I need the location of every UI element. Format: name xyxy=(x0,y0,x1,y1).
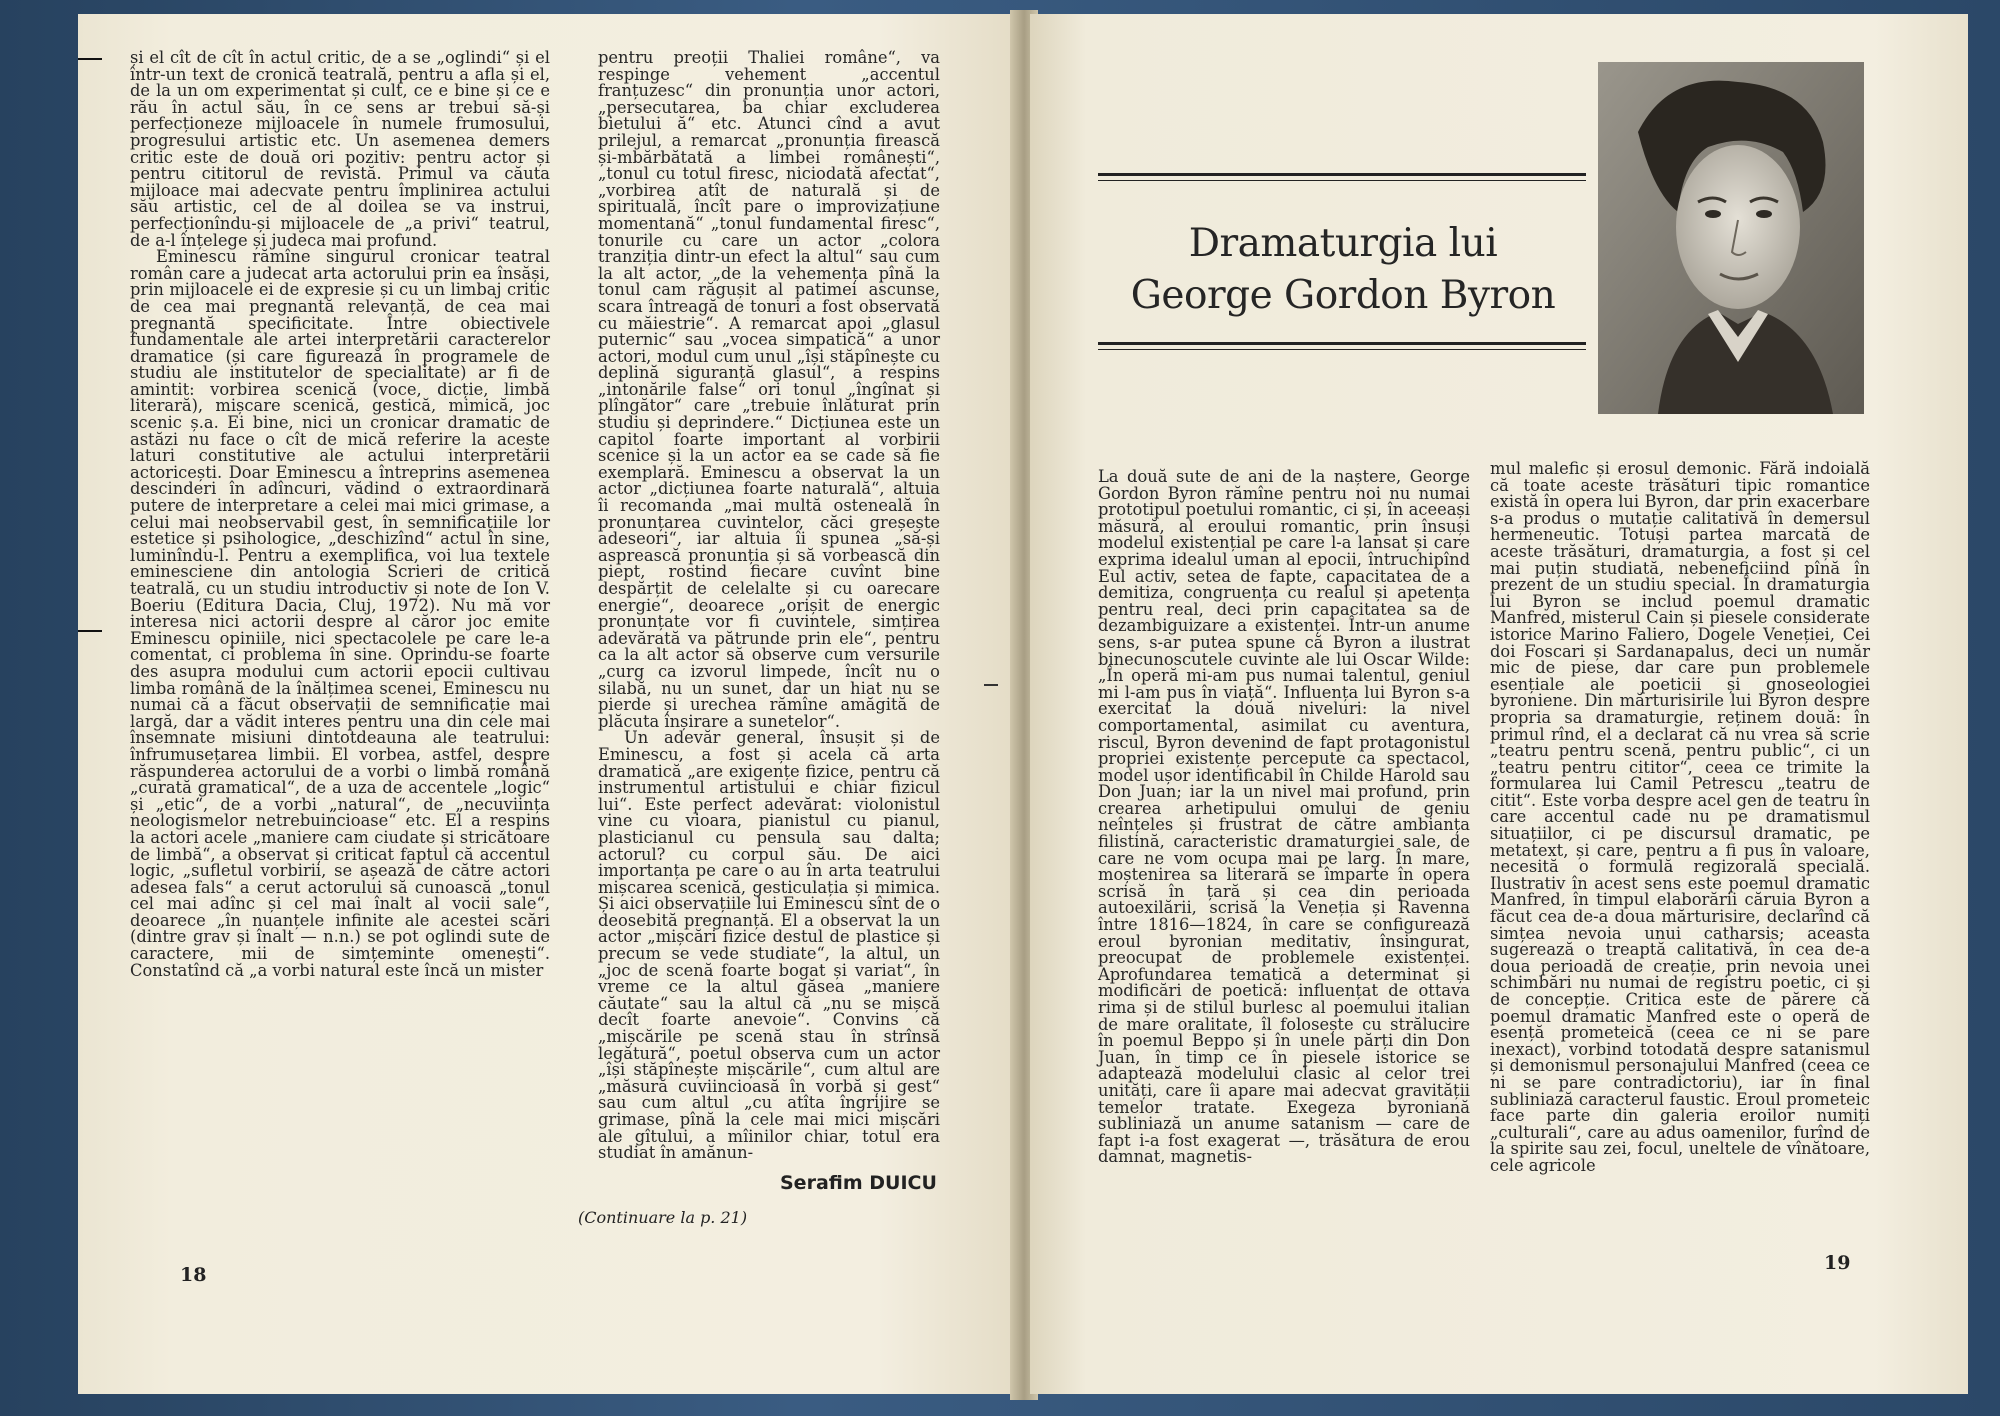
title-line-1: Dramaturgia lui xyxy=(1188,221,1498,266)
author-signature: Serafim DUICU xyxy=(780,1172,937,1194)
page-number-right: 19 xyxy=(1824,1252,1851,1274)
title-rule-bottom xyxy=(1098,342,1586,345)
title-rule-top xyxy=(1098,173,1586,176)
title-rule-top-thin xyxy=(1098,180,1586,181)
left-column-1 xyxy=(130,50,550,979)
title-line-2: George Gordon Byron xyxy=(1130,273,1556,318)
left-column-2 xyxy=(598,50,940,1162)
byron-portrait-icon xyxy=(1598,62,1864,414)
right-column-1 xyxy=(1098,469,1470,1166)
paragraph: Un adevăr general, însușit și de Eminescu, a fost și acela că arta dramatică „are exigențe fizice, pentru că instrumentul artistului e chiar fizicul lui“. Este perfect adevărat: violonistul vine cu vioara, pianistul cu pianul, plasticianul cu pensula sau dalta; actorul? cu corpul său. De aici importanța pe care o au în arta teatrului mișcarea scenică, gesticulația și mimica. Și aici observațiile lui Eminescu sînt de o deosebită pregnanță. El a observat la un actor „mișcări fizice destul de plastice și precum se vede studiate“, la altul, un „joc de scenă foarte bogat și variat“, în vreme ce la altul găsea „maniere căutate“ sau la altul că „nu se mișcă decît foarte anevoie“. Convins că „mișcările pe scenă stau în strînsă legătură“, poetul observa cum un actor „își stăpînește mișcările“, cum altul are „măsură cuviincioasă în vorbă și gest“ sau cum altul „cu atîta îngrijire se grimase, pînă la cele mai mici mișcări ale gîtului, a mîinilor chiar, totul era studiat în amănun- xyxy=(598,728,940,1163)
margin-mark xyxy=(984,684,998,686)
title-rule-bottom-thin xyxy=(1098,349,1586,350)
paragraph: mul malefic și erosul demonic. Fără indoială că toate aceste trăsături tipic romantice există în opera lui Byron, dar prin exacerbare s-a produs o mutație calitativă în demersul hermeneutic. Totuși partea marcată de aceste trăsături, dramaturgia, a fost și cel mai puțin studiată, nebeneficiind pînă în prezent de un studiu special. În dramaturgia lui Byron se includ poemul dramatic Manfred, misterul Cain și piesele considerate istorice Marino Faliero, Dogele Veneției, Cei doi Foscari și Sardanapalus, deci un număr mic de piese, dar care pun problemele esențiale ale poeticii și gnoseologiei byroniene. Din mărturisirile lui Byron despre propria sa dramaturgie, reținem două: în primul rînd, el a declarat că nu vrea să scrie „teatru pentru scenă, pentru public“, ci un „teatru pentru cititor“, ceea ce trimite la formularea lui Camil Petrescu „teatru de citit“. Este vorba despre acel gen de teatru în care accentul cade nu pe dramatismul situațiilor, ci pe discursul dramatic, pe metatext, și care, pentru a fi pus în valoare, necesită o formulă regizorală specială. Ilustrativ în acest sens este poemul dramatic Manfred, în timpul elaborării căruia Byron a făcut cea de-a doua mărturisire, declarînd că simțea nevoia unui catharsis; aceasta sugerează o treaptă calitativă, în cea de-a doua perioadă de creație, prin nevoia unei schimbări nu numai de registru poetic, ci și de concepție. Critica este de părere că poemul dramatic Manfred este o operă de esență prometeică (ceea ce ni se pare inexact), vorbind totodată despre satanismul și demonismul personajului Manfred (ceea ce ni se pare contradictoriu), iar în final subliniază caracterul faustic. Eroul prometeic face parte din galeria eroilor numiți „culturali“, care au adus oamenilor, furînd de la spirite sau zei, focul, uneltele de vînătoare, cele agricole xyxy=(1490,459,1870,1175)
continuation-note: (Continuare la p. 21) xyxy=(578,1208,748,1227)
margin-mark xyxy=(78,630,102,632)
paragraph: La două sute de ani de la naștere, George Gordon Byron rămîne pentru noi nu numai prototipul poetului romantic, ci și, în aceeași măsură, al eroului romantic, prin însuși modelul existențial pe care l-a lansat și care exprima idealul uman al epocii, întruchipînd Eul activ, setea de fapte, capacitatea de a demitiza, congruența cu realul și apetența pentru real, deci prin capacitatea sa de dezambiguizare a existenței. Într-un anume sens, s-ar putea spune că Byron a ilustrat binecunoscutele cuvinte ale lui Oscar Wilde: „În operă mi-am pus numai talentul, geniul mi l-am pus în viață“. Influența lui Byron s-a exercitat la două niveluri: la nivel comportamental, asimilat cu aventura, riscul, Byron devenind de fapt protagonistul propriei existențe percepute ca spectacol, model ușor identificabil în Childe Harold sau Don Juan; iar la un nivel mai profund, prin crearea arhetipului omului de geniu neînțeles și frustrat de către ambianța filistină, caracteristic dramaturgiei sale, de care ne vom ocupa mai pe larg. În mare, moștenirea sa literară se împarte în opera scrisă în țară și cea din perioada autoexilării, scrisă la Veneția și Ravenna între 1816—1824, în care se configurează eroul byronian meditativ, însingurat, preocupat de problemele existenței. Aprofundarea tematică a determinat și modificări de poetică: influențat de ottava rima și de stilul burlesc al poemului italian de mare oralitate, îl folosește cu strălucire în poemul Beppo și în unele părți din Don Juan, în timp ce în piesele istorice se adaptează modelului clasic al celor trei unități, care îi apare mai adecvat gravității temelor tratate. Exegeza byroniană subliniază un anume satanism — care de fapt i-a fost exagerat —, trăsătura de erou damnat, magnetis- xyxy=(1098,467,1470,1167)
right-column-2 xyxy=(1490,461,1870,1175)
paragraph: și el cît de cît în actul critic, de a se „oglindi“ și el într-un text de cronică teatrală, pentru a afla și el, de la un om experimentat și cult, ce e bine și ce e rău în actul său, în ce sens ar trebui să-și perfecționeze mijloacele în numele frumosului, progresului artistic etc. Un asemenea demers critic este de două ori pozitiv: pentru actor și pentru cititorul de revistă. Primul va căuta mijloace mai adecvate pentru împlinirea actului său artistic, cel de al doilea se va instrui, perfecționîndu-și mijloacele de „a privi“ teatrul, de a-l înțelege și judeca mai profund. xyxy=(130,48,550,250)
article-title xyxy=(1100,218,1586,322)
page-number-left: 18 xyxy=(180,1264,207,1286)
paragraph: pentru preoții Thaliei române“, va respinge vehement „accentul franțuzesc“ din pronunția unor actori, „persecutarea, ba chiar excluderea bietului ă“ etc. Atunci cînd a avut prilejul, a remarcat „pronunția firească și-mbărbătată a limbei românești“, „tonul cu totul firesc, niciodată afectat“, „vorbirea atît de naturală și de spirituală, încît pare o improvizațiune momentană“ „tonul fundamental firesc“, tonurile cu care un actor „colora tranziția dintr-un efect la altul“ sau cum la alt actor, „de la vehemența pînă la tonul cam răgușit al patimei ascunse, scara întreagă de tonuri a fost observată cu măiestrie“. A remarcat apoi „glasul puternic“ sau „vocea simpatică“ a unor actori, modul cum unul „își stăpînește cu deplină siguranță glasul“, a respins „intonările false“ ori tonul „îngînat și plîngător“ care „trebuie înlăturat prin studiu și deprindere.“ Dicțiunea este un capitol foarte important al vorbirii scenice și la un actor ea se cade să fie exemplară. Eminescu a observat la un actor „dicțiunea foarte naturală“, altuia îi recomanda „mai multă osteneală în pronunțarea cuvintelor, căci greșește adeseori“, iar altuia îi spunea „să-și asprească pronunția și să vorbească din piept, rostind fiecare cuvînt bine despărțit de celelalte și cu oarecare energie“, deoarece „orișit de energic pronunțate vor fi cuvintele, simțirea adevărată va pătrunde prin ele“, pentru ca la alt actor să observe cum versurile „curg ca izvorul limpede, încît nu o silabă, nu un sunet, dar un hiat nu se pierde și urechea rămîne amăgită de plăcuta înșirare a sunetelor“. xyxy=(598,48,940,731)
paragraph: Eminescu rămîne singurul cronicar teatral român care a judecat arta actorului prin ea însăși, prin mijloacele ei de expresie și cu un limbaj critic de cea mai pregnantă relevanță, de cea mai pregnantă specificitate. Între obiectivele fundamentale ale artei interpretării caracterelor dramatice (și care figurează în programele de studiu ale institutelor de specialitate) ar fi de amintit: vorbirea scenică (voce, dicție, limbă literară), mișcare scenică, gestică, mimică, joc scenic ș.a. Ei bine, nici un cronicar dramatic de astăzi nu face o cît de mică referire la aceste laturi constitutive ale actului interpretării actoricești. Doar Eminescu a întreprins asemenea descinderi în adîncuri, vădind o extraordinară putere de interpretare a celei mai mici grimase, a celui mai neobservabil gest, în semnificațiile lor estetice și psihologice, „deschizînd“ actul în sine, luminîndu-l. Pentru a exemplifica, voi lua textele eminesciene din antologia Scrieri de critică teatrală, cu un studiu introductiv și note de Ion V. Boeriu (Editura Dacia, Cluj, 1972). Nu mă vor interesa nici actorii despre al căror joc emite Eminescu opiniile, nici spectacolele pe care le-a comentat, ci problema în sine. Oprindu-se foarte des asupra modului cum actorii epocii cultivau limba română de la înălțimea scenei, Eminescu nu numai că a făcut observații de semnificație mai largă, dar a vădit interes pentru una din cele mai însemnate misiuni dintotdeauna ale teatrului: înfrumusețarea limbii. El vorbea, astfel, despre răspunderea actorului de a vorbi o limbă română „curată gramatical“, de a uza de accentele „logic“ și „etic“, de a vorbi „natural“, de „necuviința neologismelor netrebuincioase“ etc. El a respins la actori acele „maniere cam ciudate și stricătoare de limbă“, a observat și criticat faptul că accentul logic, „sufletul vorbirii, se așează de către actori adesea fals“ a cerut actorului să cunoască „tonul cel mai adînc și cel mai înalt al vocii sale“, deoarece „în nuanțele infinite ale acestei scări (dintre grav și înalt — n.n.) se pot oglindi sute de caractere, mii de simțeminte omenești“. Constatînd că „a vorbi natural este încă un mister xyxy=(130,247,550,980)
margin-mark xyxy=(78,58,102,60)
